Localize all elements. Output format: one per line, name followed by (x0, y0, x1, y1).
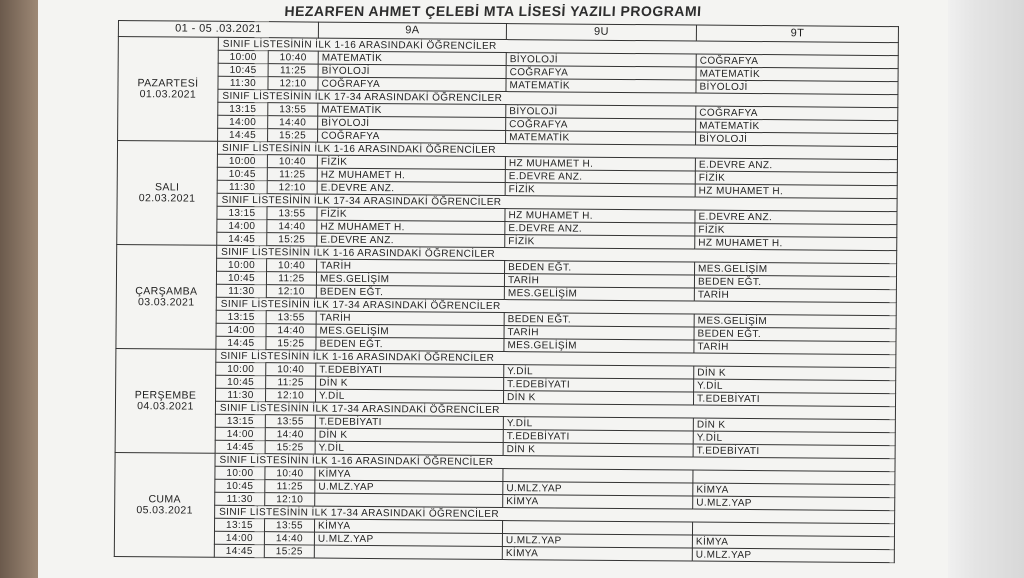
exam-9t: BEDEN EĞT. (694, 327, 896, 342)
end-time: 11:25 (265, 480, 315, 493)
start-time: 10:45 (216, 375, 266, 388)
exam-9a (314, 545, 502, 559)
end-time: 10:40 (268, 51, 318, 64)
end-time: 15:25 (268, 129, 318, 142)
exam-9a: E.DEVRE ANZ. (317, 181, 505, 195)
day-name: PAZARTESİ (137, 76, 199, 90)
schedule-paper (38, 0, 948, 578)
exam-9t: TARİH (694, 288, 896, 303)
class-header-9a: 9A (318, 22, 506, 39)
end-time: 14:40 (266, 324, 316, 337)
exam-9u: FİZİK (505, 235, 695, 249)
end-time: 14:40 (268, 116, 318, 129)
exam-9a: KİMYA (315, 519, 503, 533)
exam-9u: KİMYA (502, 547, 692, 561)
end-time: 10:40 (266, 363, 316, 376)
exam-9t: BİYOLOJİ (696, 132, 898, 147)
schedule-table-wrapper (114, 20, 898, 563)
end-time: 11:25 (266, 272, 316, 285)
exam-9t: U.MLZ.YAP (693, 496, 895, 511)
exam-9u: MES.GELİŞİM (504, 287, 694, 301)
start-time: 11:30 (216, 388, 266, 401)
exam-9u: T.EDEBİYATI (504, 378, 694, 392)
exam-9t: FİZİK (695, 223, 897, 238)
exam-9t: T.EDEBİYATI (694, 392, 896, 407)
exam-9t: TARİH (694, 340, 896, 355)
exam-9a: COĞRAFYA (318, 77, 506, 91)
exam-9a: MES.GELİŞİM (316, 272, 504, 286)
day-date: 02.03.2021 (138, 191, 196, 205)
group-label: SINIF LİSTESİNİN İLK 17-34 ARASINDAKİ ÖĞRENCİLER (216, 297, 896, 315)
end-time: 12:10 (266, 285, 316, 298)
day-date: 01.03.2021 (139, 87, 197, 101)
start-time: 10:00 (218, 50, 268, 63)
exam-9u: Y.DİL (503, 417, 693, 431)
day-date: 05.03.2021 (136, 503, 193, 517)
exam-9t: BİYOLOJİ (696, 80, 898, 95)
exam-9u: MES.GELİŞİM (504, 339, 694, 353)
exam-9a: HZ MUHAMET H. (317, 220, 505, 234)
day-name: PERŞEMBE (134, 388, 197, 402)
exam-9a: MATEMATİK (318, 51, 506, 65)
exam-9u: E.DEVRE ANZ. (505, 222, 695, 236)
end-time: 10:40 (267, 155, 317, 168)
class-header-9t: 9T (696, 25, 898, 43)
page-title: HEZARFEN AHMET ÇELEBİ MTA LİSESİ YAZILI PROGRAMI (284, 3, 702, 19)
exam-9a: MES.GELİŞİM (316, 324, 504, 338)
exam-9u: TARİH (504, 274, 694, 288)
start-time: 14:45 (217, 232, 267, 245)
class-header-9u: 9U (506, 24, 696, 41)
start-time: 10:45 (216, 271, 266, 284)
end-time: 12:10 (265, 493, 315, 506)
start-time: 11:30 (218, 76, 268, 89)
end-time: 14:40 (267, 220, 317, 233)
day-cell (117, 141, 218, 246)
end-time: 12:10 (267, 181, 317, 194)
exam-9u: TARİH (504, 326, 694, 340)
exam-9t: Y.DİL (693, 431, 895, 446)
start-time: 10:00 (216, 362, 266, 375)
start-time: 13:15 (217, 206, 267, 219)
exam-9t: COĞRAFYA (696, 106, 898, 121)
end-time: 13:55 (264, 519, 314, 532)
background-wall-left (0, 0, 40, 578)
exam-9a: T.EDEBİYATI (316, 363, 504, 377)
end-time: 11:25 (266, 376, 316, 389)
schedule-body (114, 37, 898, 563)
exam-9t: MES.GELİŞİM (695, 262, 897, 277)
day-date: 04.03.2021 (137, 399, 194, 413)
exam-9u: BEDEN EĞT. (504, 313, 694, 327)
exam-9a: COĞRAFYA (318, 129, 506, 143)
exam-9u: HZ MUHAMET H. (505, 209, 695, 223)
exam-9a: TARİH (317, 259, 505, 273)
start-time: 14:45 (215, 440, 265, 453)
day-cell (114, 452, 215, 557)
group-label: SINIF LİSTESİNİN İLK 1-16 ARASINDAKİ ÖĞRENCİLER (216, 349, 896, 367)
end-time: 13:55 (267, 207, 317, 220)
start-time: 14:00 (218, 115, 268, 128)
start-time: 11:30 (217, 180, 267, 193)
day-name: ÇARŞAMBA (135, 284, 198, 298)
group-label: SINIF LİSTESİNİN İLK 17-34 ARASINDAKİ ÖĞRENCİLER (217, 193, 897, 211)
exam-9a: FİZİK (317, 155, 505, 169)
day-date: 03.03.2021 (137, 295, 195, 309)
exam-9u: FİZİK (505, 183, 695, 197)
exam-9u: DİN K (504, 391, 694, 405)
exam-9t: MES.GELİŞİM (694, 314, 896, 329)
exam-9a: T.EDEBİYATI (315, 415, 503, 429)
start-time: 14:45 (218, 128, 268, 141)
start-time: 13:15 (214, 518, 264, 531)
exam-9t: U.MLZ.YAP (692, 548, 894, 563)
start-time: 14:00 (214, 531, 264, 544)
end-time: 10:40 (267, 259, 317, 272)
exam-9a: DİN K (316, 376, 504, 390)
group-label: SINIF LİSTESİNİN İLK 1-16 ARASINDAKİ ÖĞRENCİLER (215, 453, 895, 471)
exam-9t: E.DEVRE ANZ. (695, 158, 897, 173)
exam-9a: BEDEN EĞT. (316, 285, 504, 299)
exam-9u: U.MLZ.YAP (503, 482, 693, 496)
exam-9t: DİN K (693, 418, 895, 433)
exam-9t: HZ MUHAMET H. (695, 184, 897, 199)
end-time: 15:25 (264, 545, 314, 558)
exam-9t: DİN K (694, 366, 896, 381)
group-label: SINIF LİSTESİNİN İLK 17-34 ARASINDAKİ ÖĞRENCİLER (215, 401, 895, 419)
schedule-table (114, 20, 899, 563)
exam-9a: FİZİK (317, 207, 505, 221)
exam-9a: U.MLZ.YAP (314, 532, 502, 546)
start-time: 14:45 (216, 336, 266, 349)
exam-9a: BEDEN EĞT. (316, 337, 504, 351)
end-time: 14:40 (265, 428, 315, 441)
start-time: 14:00 (216, 323, 266, 336)
exam-9t: KİMYA (692, 535, 894, 550)
exam-9u: MATEMATİK (506, 131, 696, 145)
start-time: 14:00 (217, 219, 267, 232)
exam-9a: HZ MUHAMET H. (317, 168, 505, 182)
start-time: 14:00 (215, 427, 265, 440)
day-name: SALI (154, 180, 180, 193)
end-time: 13:55 (265, 415, 315, 428)
exam-9a: DİN K (315, 428, 503, 442)
exam-9t: T.EDEBİYATI (693, 444, 895, 459)
group-label: SINIF LİSTESİNİN İLK 1-16 ARASINDAKİ ÖĞRENCİLER (217, 245, 897, 263)
exam-9u: DİN K (503, 443, 693, 457)
exam-9u: MATEMATİK (506, 79, 696, 93)
group-label: SINIF LİSTESİNİN İLK 1-16 ARASINDAKİ ÖĞRENCİLER (217, 141, 897, 159)
exam-9u: BEDEN EĞT. (505, 261, 695, 275)
start-time: 11:30 (215, 492, 265, 505)
start-time: 13:15 (216, 310, 266, 323)
start-time: 10:00 (217, 154, 267, 167)
start-time: 14:45 (214, 544, 264, 557)
background-wall-right (944, 0, 1024, 578)
exam-9t: E.DEVRE ANZ. (695, 210, 897, 225)
start-time: 10:45 (217, 167, 267, 180)
end-time: 12:10 (268, 77, 318, 90)
start-time: 10:45 (218, 63, 268, 76)
end-time: 15:25 (267, 233, 317, 246)
exam-9a: BİYOLOJİ (318, 64, 506, 78)
date-range-header: 01 - 05 .03.2021 (118, 21, 318, 39)
start-time: 10:00 (215, 466, 265, 479)
group-label: SINIF LİSTESİNİN İLK 17-34 ARASINDAKİ ÖĞRENCİLER (215, 505, 895, 523)
group-label: SINIF LİSTESİNİN İLK 1-16 ARASINDAKİ ÖĞRENCİLER (218, 37, 898, 55)
start-time: 13:15 (218, 102, 268, 115)
exam-9u: COĞRAFYA (506, 118, 696, 132)
day-name: CUMA (148, 492, 182, 506)
exam-9a: TARİH (316, 311, 504, 325)
exam-9u: COĞRAFYA (506, 66, 696, 80)
exam-9a: Y.DİL (316, 389, 504, 403)
exam-9t: MATEMATİK (696, 67, 898, 82)
start-time: 11:30 (216, 284, 266, 297)
start-time: 10:45 (215, 479, 265, 492)
exam-9t: BEDEN EĞT. (694, 275, 896, 290)
day-cell (116, 244, 217, 349)
start-time: 13:15 (215, 414, 265, 427)
exam-9t: MATEMATİK (696, 119, 898, 134)
exam-9t: COĞRAFYA (696, 54, 898, 69)
exam-9a: MATEMATİK (318, 103, 506, 117)
exam-9u: KİMYA (503, 495, 693, 509)
exam-9u: BİYOLOJİ (506, 105, 696, 119)
end-time: 12:10 (266, 389, 316, 402)
exam-9u: BİYOLOJİ (506, 53, 696, 67)
exam-9t: FİZİK (695, 171, 897, 186)
start-time: 10:00 (217, 258, 267, 271)
exam-9a: BİYOLOJİ (318, 116, 506, 130)
end-time: 11:25 (267, 168, 317, 181)
end-time: 15:25 (266, 337, 316, 350)
group-label: SINIF LİSTESİNİN İLK 17-34 ARASINDAKİ ÖĞRENCİLER (218, 89, 898, 107)
end-time: 13:55 (266, 311, 316, 324)
exam-9a: U.MLZ.YAP (315, 480, 503, 494)
end-time: 15:25 (265, 441, 315, 454)
end-time: 14:40 (264, 532, 314, 545)
exam-9t: Y.DİL (694, 379, 896, 394)
end-time: 10:40 (265, 467, 315, 480)
end-time: 11:25 (268, 64, 318, 77)
exam-9u: U.MLZ.YAP (502, 534, 692, 548)
exam-9u: HZ MUHAMET H. (505, 157, 695, 171)
day-cell (118, 37, 219, 142)
end-time: 13:55 (268, 103, 318, 116)
exam-9t: KİMYA (693, 483, 895, 498)
exam-9a: Y.DİL (315, 441, 503, 455)
exam-9u: Y.DİL (504, 365, 694, 379)
exam-9a: KİMYA (315, 467, 503, 481)
exam-9a: E.DEVRE ANZ. (317, 233, 505, 247)
exam-9u: T.EDEBİYATI (503, 430, 693, 444)
day-cell (115, 348, 216, 453)
exam-9t: HZ MUHAMET H. (695, 236, 897, 251)
exam-9u: E.DEVRE ANZ. (505, 170, 695, 184)
